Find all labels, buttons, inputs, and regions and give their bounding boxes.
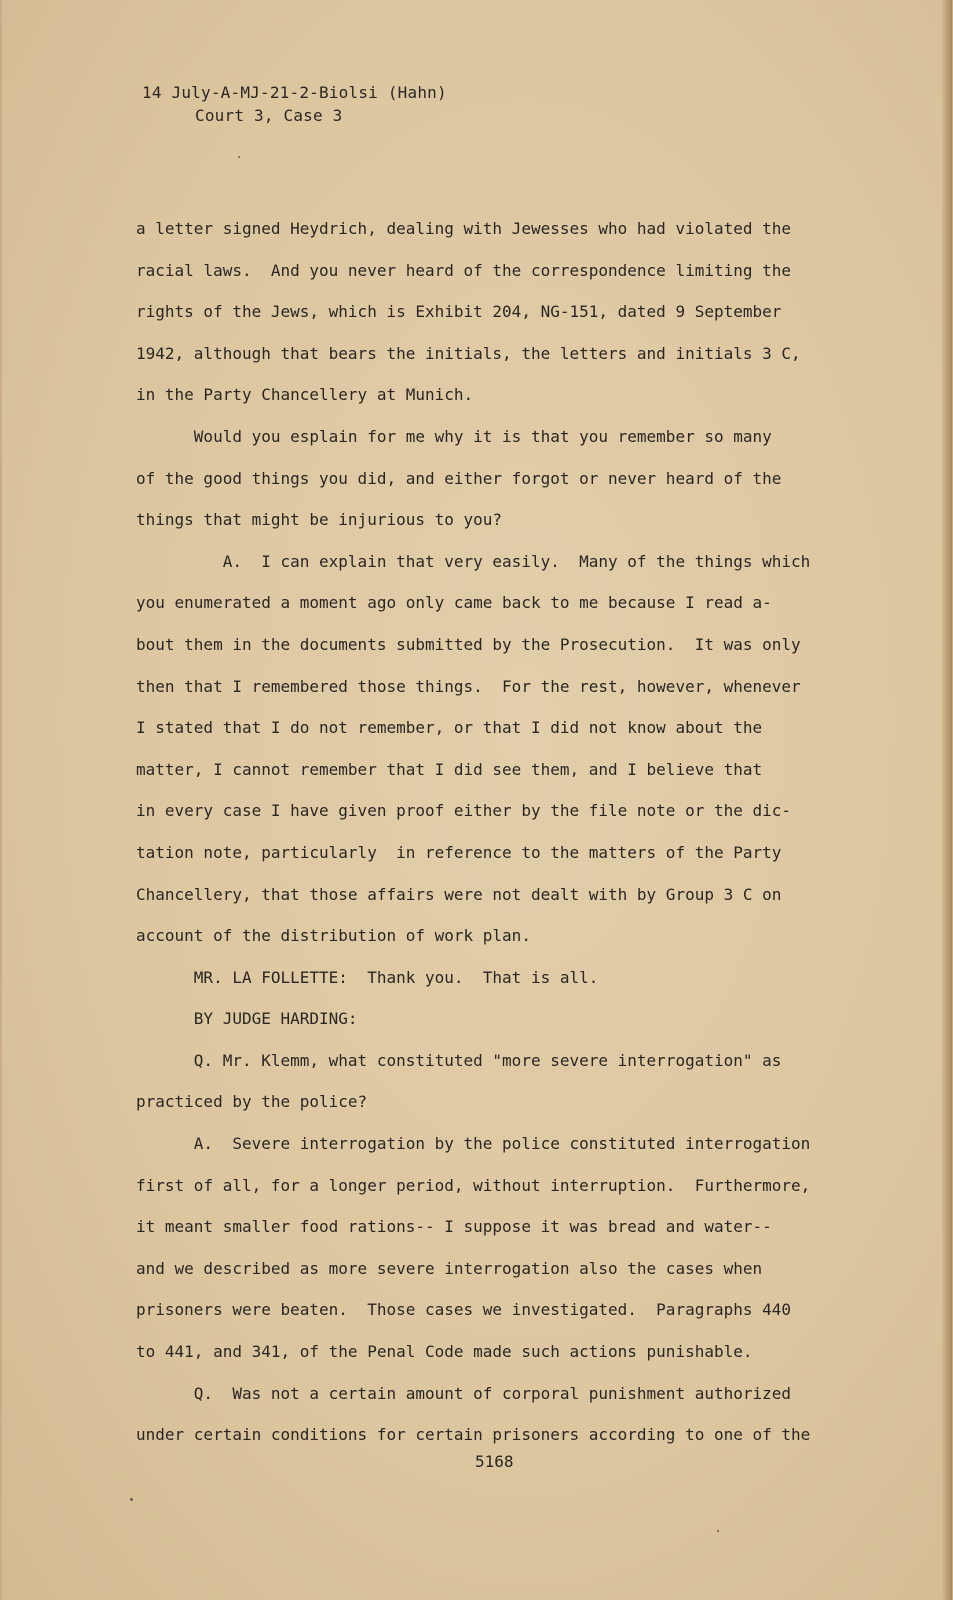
paper-speck <box>717 1530 719 1532</box>
transcript-line: BY JUDGE HARDING: <box>136 1009 358 1029</box>
transcript-line: a letter signed Heydrich, dealing with Jewesses who had violated the <box>136 219 792 238</box>
transcript-line: A. I can explain that very easily. Many of the things which <box>136 551 811 571</box>
page-edge-shadow <box>942 0 952 1600</box>
transcript-line: to 441, and 341, of the Penal Code made such actions punishable. <box>136 1342 753 1362</box>
transcript-line: practiced by the police? <box>136 1092 368 1112</box>
page-number: 5168 <box>475 1452 514 1471</box>
transcript-line: things that might be injurious to you? <box>136 510 503 530</box>
transcript-line: of the good things you did, and either forgot or never heard of the <box>136 468 782 488</box>
transcript-line: prisoners were beaten. Those cases we investigated. Paragraphs 440 <box>136 1300 792 1320</box>
transcript-line: Chancellery, that those affairs were not dealt with by Group 3 C on <box>136 884 782 904</box>
transcript-line: MR. LA FOLLETTE: Thank you. That is all. <box>136 967 599 987</box>
transcript-line: it meant smaller food rations-- I suppose it was bread and water-- <box>136 1217 772 1237</box>
transcript-line: you enumerated a moment ago only came back to me because I read a- <box>136 593 772 613</box>
transcript-line: matter, I cannot remember that I did see them, and I believe that <box>136 759 763 779</box>
transcript-line: first of all, for a longer period, without interruption. Furthermore, <box>136 1175 811 1195</box>
transcript-line: rights of the Jews, which is Exhibit 204, NG-151, dated 9 September <box>136 302 782 322</box>
transcript-line: 1942, although that bears the initials, the letters and initials 3 C, <box>136 343 801 363</box>
transcript-line: tation note, particularly in reference to the matters of the Party <box>136 842 782 862</box>
transcript-line: Would you esplain for me why it is that you remember so many <box>136 426 772 446</box>
transcript-line: in every case I have given proof either by the file note or the dic- <box>136 801 792 821</box>
transcript-line: under certain conditions for certain prisoners according to one of the <box>136 1425 811 1445</box>
transcript-line: racial laws. And you never heard of the correspondence limiting the <box>136 260 792 280</box>
transcript-line: account of the distribution of work plan. <box>136 926 531 946</box>
transcript-line: I stated that I do not remember, or that I did not know about the <box>136 718 763 738</box>
transcript-line: and we described as more severe interrogation also the cases when <box>136 1258 763 1278</box>
document-header-court: Court 3, Case 3 <box>195 106 343 125</box>
transcript-line: Q. Was not a certain amount of corporal punishment authorized <box>136 1383 792 1403</box>
transcript-line: Q. Mr. Klemm, what constituted "more severe interrogation" as <box>136 1050 782 1070</box>
transcript-body <box>136 208 866 1456</box>
paper-speck <box>238 156 240 158</box>
paper-speck <box>130 1498 133 1501</box>
transcript-line: in the Party Chancellery at Munich. <box>136 385 474 405</box>
document-page <box>2 0 952 1600</box>
transcript-line: then that I remembered those things. For the rest, however, whenever <box>136 676 801 696</box>
transcript-line: bout them in the documents submitted by the Prosecution. It was only <box>136 634 801 654</box>
document-header-reference: 14 July-A-MJ-21-2-Biolsi (Hahn) <box>142 83 447 102</box>
transcript-line: A. Severe interrogation by the police constituted interrogation <box>136 1134 811 1154</box>
